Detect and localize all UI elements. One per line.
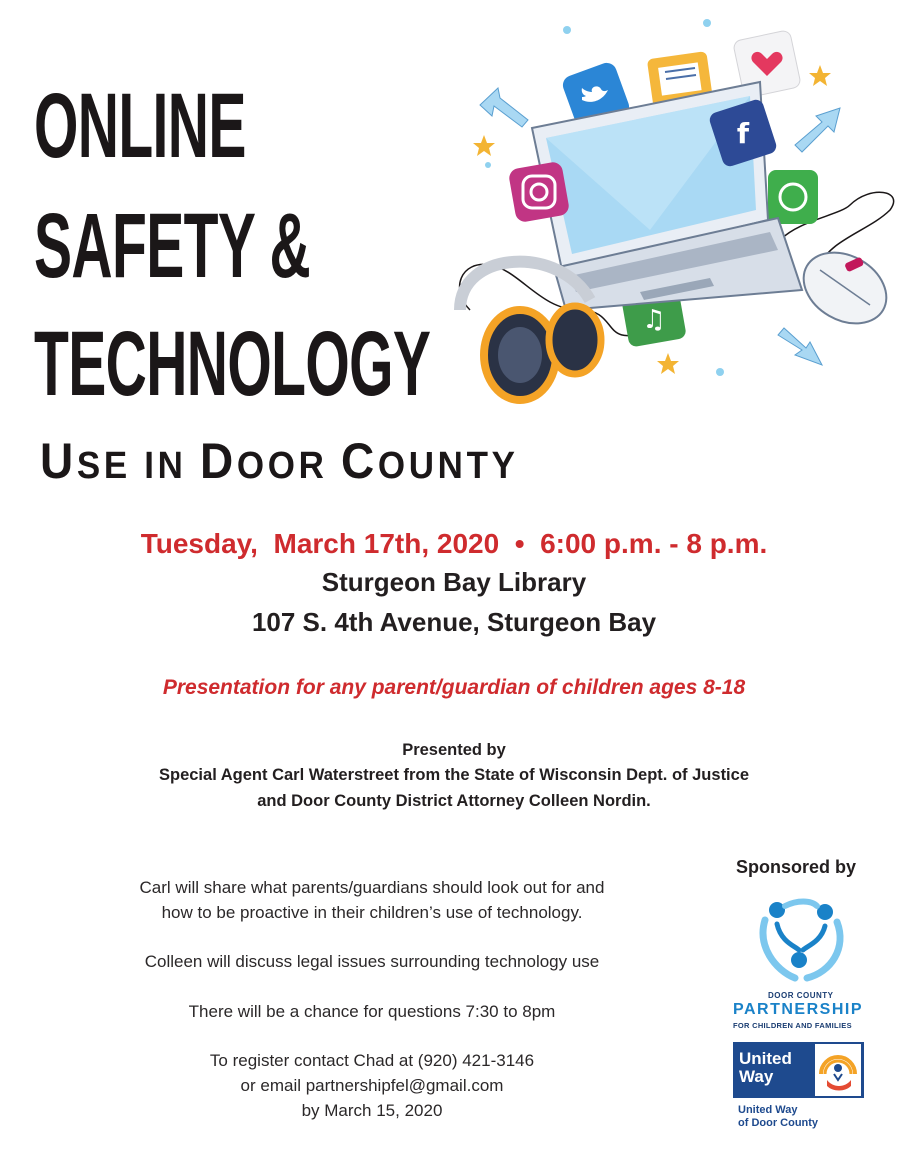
subtitle: USE IN DOOR COUNTY xyxy=(40,433,519,489)
headphones-icon xyxy=(460,262,601,400)
partnership-small-text: DOOR COUNTY xyxy=(768,991,834,1000)
partnership-name: PARTNERSHIP xyxy=(733,1001,863,1018)
event-datetime: Tuesday, March 17th, 2020 • 6:00 p.m. - 8 p.m. xyxy=(140,528,768,559)
decor-dot xyxy=(703,19,711,27)
registration-info xyxy=(72,1048,672,1123)
decor-dot xyxy=(716,368,724,376)
svg-text:f: f xyxy=(736,117,750,150)
united-way-logo xyxy=(733,1042,864,1098)
event-audience: Presentation for any parent/guardian of children ages 8-18 xyxy=(162,676,746,699)
details-line: Carl will share what parents/guardians should look out for and xyxy=(139,878,605,897)
mouse-icon xyxy=(791,238,899,337)
event-address: 107 S. 4th Avenue, Sturgeon Bay xyxy=(251,607,657,637)
presenter-line-1: Special Agent Carl Waterstreet from the State of Wisconsin Dept. of Justice xyxy=(159,766,749,784)
details-paragraph-2: Colleen will discuss legal issues surrounding technology use xyxy=(144,952,600,971)
presenter-line-2: and Door County District Attorney Colleen Nordin. xyxy=(257,792,651,810)
instagram-icon xyxy=(508,161,571,224)
registration-phone: To register contact Chad at (920) 421-3146 xyxy=(209,1051,535,1070)
partnership-tagline: FOR CHILDREN AND FAMILIES xyxy=(733,1021,852,1030)
decor-dot xyxy=(485,162,491,168)
arrow-icon xyxy=(480,88,528,127)
technology-illustration xyxy=(450,10,900,410)
svg-text:♫: ♫ xyxy=(642,305,666,335)
arrow-icon xyxy=(778,328,822,365)
title-line-safety: SAFETY & xyxy=(34,195,311,297)
sponsored-by-label: Sponsored by xyxy=(736,857,857,877)
united-way-caption: United Way of Door County xyxy=(738,1104,819,1129)
united-way-logo-text: United Way xyxy=(739,1049,792,1086)
details-paragraph-1 xyxy=(72,875,672,925)
title-line-online: ONLINE xyxy=(34,75,246,177)
details-line: how to be proactive in their children’s use of technology. xyxy=(161,903,583,922)
partnership-logo-icon xyxy=(755,898,847,988)
decor-dot xyxy=(563,26,571,34)
details-paragraph-3: There will be a chance for questions 7:30 to 8pm xyxy=(188,1002,556,1021)
star-icon xyxy=(473,135,495,156)
title-line-technology: TECHNOLOGY xyxy=(34,313,431,415)
star-icon xyxy=(657,353,679,374)
united-way-hand-icon xyxy=(815,1044,861,1096)
arrow-icon xyxy=(795,108,840,152)
registration-email: or email partnershipfel@gmail.com xyxy=(240,1076,504,1095)
event-venue: Sturgeon Bay Library xyxy=(321,567,587,597)
whatsapp-icon xyxy=(768,170,818,224)
presented-by-label: Presented by xyxy=(402,741,506,759)
registration-deadline: by March 15, 2020 xyxy=(301,1101,443,1120)
star-icon xyxy=(809,65,831,86)
